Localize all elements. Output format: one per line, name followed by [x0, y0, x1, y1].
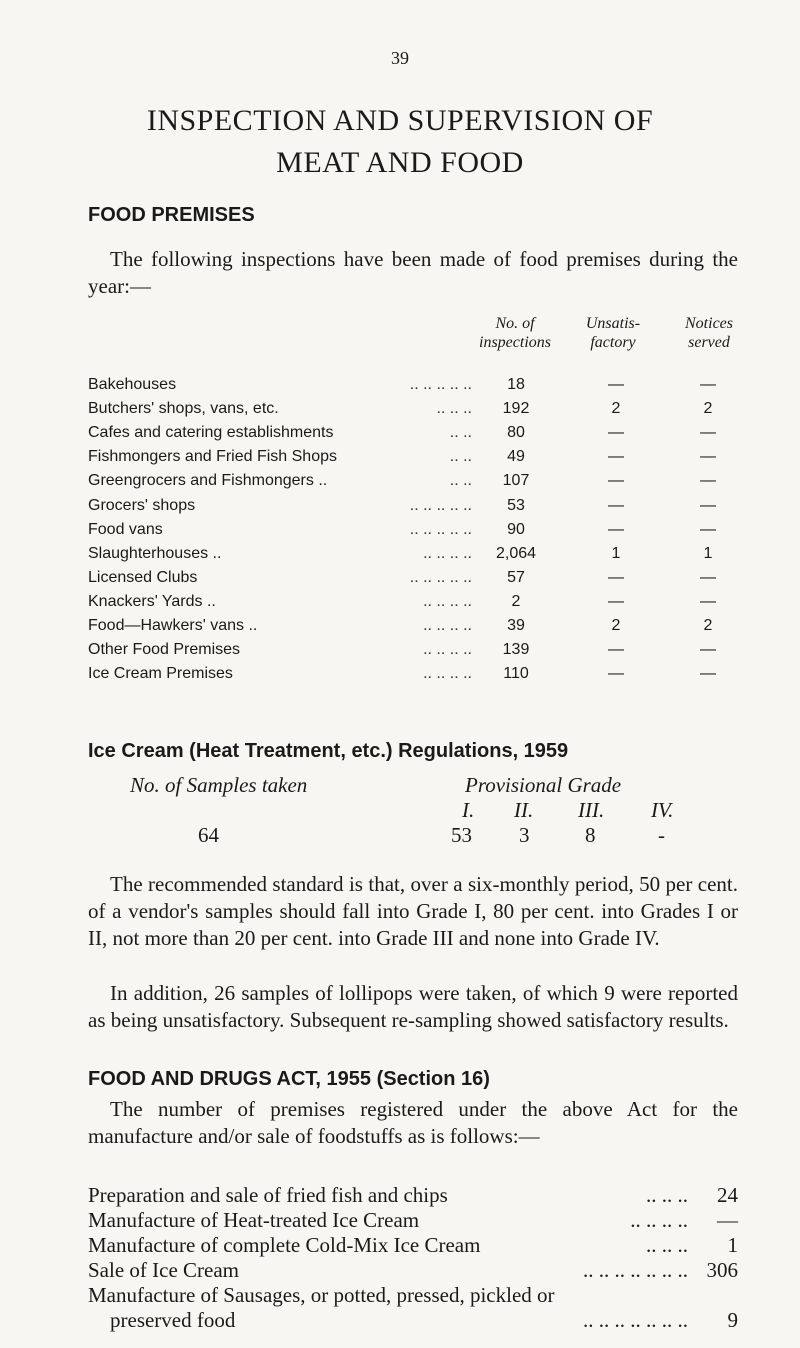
- lollipop-paragraph: [88, 980, 738, 1034]
- row-label: Bakehouses: [88, 376, 177, 393]
- row-label: Food—Hawkers' vans ..: [88, 617, 258, 634]
- row-label: Greengrocers and Fishmongers ..: [88, 472, 328, 490]
- registration-leader-dots: .. .. .. .. .. .. ..: [583, 1308, 688, 1332]
- notices-cell: 1: [703, 544, 713, 562]
- page-title-line-1: INSPECTION AND SUPERVISION OF: [146, 104, 654, 137]
- row-label: Cafes and catering establishments: [88, 424, 334, 442]
- col-header-inspections-line1: No. of: [495, 315, 535, 332]
- row-leader-dots: .. .. .. ..: [423, 592, 472, 610]
- grade-header-2: II.: [514, 798, 534, 822]
- grade-header-1: I.: [462, 798, 475, 822]
- unsatisfactory-cell: 2: [611, 400, 621, 418]
- table-row: [88, 497, 748, 523]
- row-leader-dots: .. .. .. .. ..: [409, 568, 472, 586]
- inspections-cell: 57: [507, 568, 525, 586]
- row-leader-dots: .. .. .. .. ..: [409, 376, 472, 393]
- registration-leader-dots: .. .. .. .. .. .. ..: [583, 1258, 688, 1282]
- unsatisfactory-cell: 1: [611, 544, 621, 562]
- notices-cell: —: [700, 472, 716, 490]
- row-leader-dots: .. .. .. .. ..: [409, 520, 472, 538]
- notices-cell: —: [700, 520, 716, 538]
- notices-cell: —: [700, 665, 716, 683]
- row-leader-dots: .. .. ..: [436, 400, 472, 418]
- page-title-line-2: MEAT AND FOOD: [276, 146, 524, 179]
- row-leader-dots: .. ..: [449, 472, 472, 490]
- table-row: [88, 400, 748, 426]
- unsatisfactory-cell: —: [608, 448, 624, 466]
- inspections-cell: 2,064: [495, 544, 537, 562]
- table-row: [88, 617, 748, 643]
- table-row: [88, 472, 748, 498]
- page-title: [0, 100, 800, 184]
- col-header-unsatisfactory: [573, 314, 653, 352]
- registration-item: [88, 1283, 738, 1310]
- inspections-cell: 192: [502, 400, 530, 418]
- col-header-notices: [664, 314, 754, 352]
- inspections-cell: 49: [507, 448, 525, 466]
- food-drugs-act-intro: [88, 1096, 738, 1150]
- col-header-inspections: [470, 314, 560, 352]
- row-leader-dots: .. ..: [449, 424, 472, 442]
- registration-label: Preparation and sale of fried fish and chips: [88, 1183, 448, 1207]
- food-premises-intro: [88, 246, 738, 300]
- table-row: [88, 665, 748, 691]
- page-number: 39: [391, 48, 409, 68]
- unsatisfactory-cell: —: [608, 592, 624, 610]
- row-label: Ice Cream Premises: [88, 665, 233, 683]
- registration-label: Manufacture of complete Cold-Mix Ice Cream: [88, 1233, 481, 1257]
- unsatisfactory-cell: —: [608, 472, 624, 490]
- ice-cream-heading: Ice Cream (Heat Treatment, etc.) Regulations, 1959: [88, 740, 569, 762]
- grade-header-3: III.: [578, 798, 605, 822]
- food-premises-intro-text: The following inspections have been made of food premises during the year:—: [88, 247, 738, 298]
- lollipop-paragraph-text: In addition, 26 samples of lollipops were taken, of which 9 were reported as being unsatisfactory. Subsequent re-sampling showed satisfactory results.: [88, 981, 738, 1032]
- registration-item: [88, 1258, 738, 1285]
- notices-cell: —: [700, 376, 716, 393]
- col-header-unsatisfactory-line2: factory: [590, 334, 636, 351]
- row-leader-dots: .. .. .. ..: [423, 544, 472, 562]
- unsatisfactory-cell: —: [608, 496, 624, 514]
- unsatisfactory-cell: —: [608, 665, 624, 683]
- notices-cell: —: [700, 641, 716, 659]
- notices-cell: 2: [703, 400, 713, 418]
- row-leader-dots: .. ..: [449, 448, 472, 466]
- unsatisfactory-cell: —: [608, 568, 624, 586]
- table-row: [88, 569, 748, 595]
- col-header-notices-line2: served: [688, 334, 730, 351]
- notices-cell: —: [700, 568, 716, 586]
- food-premises-heading: FOOD PREMISES: [88, 204, 255, 226]
- notices-cell: —: [700, 424, 716, 442]
- registration-count: 1: [727, 1233, 738, 1257]
- standard-paragraph-text: The recommended standard is that, over a six-monthly period, 50 per cent. of a vendor's samples should fall into Grade I, 80 per cent. into Grades I or II, not more than 20 per cent. into Grade III and none into Grade IV.: [88, 872, 738, 950]
- table-row: [88, 521, 748, 547]
- registration-leader-dots: .. .. ..: [646, 1233, 688, 1257]
- table-row: [88, 641, 748, 667]
- inspections-cell: 90: [507, 520, 525, 538]
- inspections-cell: 2: [511, 592, 521, 610]
- row-leader-dots: .. .. .. ..: [423, 665, 472, 683]
- registration-label: Manufacture of Heat-treated Ice Cream: [88, 1208, 420, 1232]
- notices-cell: 2: [703, 617, 713, 634]
- registration-item: [88, 1208, 738, 1235]
- inspections-cell: 18: [507, 376, 525, 393]
- row-leader-dots: .. .. .. ..: [423, 617, 472, 634]
- notices-cell: —: [700, 592, 716, 610]
- inspections-cell: 39: [507, 617, 525, 634]
- row-leader-dots: .. .. .. ..: [423, 641, 472, 659]
- samples-taken-value: 64: [198, 823, 219, 847]
- provisional-grade-label: Provisional Grade: [465, 773, 622, 797]
- samples-taken-label: No. of Samples taken: [130, 773, 308, 797]
- table-row: [88, 376, 748, 402]
- registration-label: Manufacture of Sausages, or potted, pressed, pickled or: [88, 1283, 555, 1307]
- table-row: [88, 448, 748, 474]
- inspections-cell: 80: [507, 424, 525, 442]
- row-leader-dots: .. .. .. .. ..: [409, 496, 472, 514]
- registration-leader-dots: .. .. .. ..: [630, 1208, 688, 1232]
- registration-label: Sale of Ice Cream: [88, 1258, 240, 1282]
- unsatisfactory-cell: —: [608, 376, 624, 393]
- registration-count: 306: [706, 1258, 738, 1282]
- notices-cell: —: [700, 496, 716, 514]
- registration-item: [88, 1183, 738, 1210]
- unsatisfactory-cell: —: [608, 520, 624, 538]
- grade-value-1: 53: [451, 823, 472, 847]
- table-row: [88, 424, 748, 450]
- standard-paragraph: [88, 871, 738, 952]
- registration-item: [88, 1233, 738, 1260]
- registration-item: [88, 1308, 738, 1335]
- col-header-notices-line1: Notices: [685, 315, 733, 332]
- grade-header-4: IV.: [651, 798, 674, 822]
- registration-label: preserved food: [110, 1308, 236, 1332]
- row-label: Butchers' shops, vans, etc.: [88, 400, 279, 418]
- unsatisfactory-cell: 2: [611, 617, 621, 634]
- col-header-inspections-line2: inspections: [479, 334, 551, 351]
- inspections-cell: 107: [502, 472, 530, 490]
- unsatisfactory-cell: —: [608, 641, 624, 659]
- table-row: [88, 545, 748, 571]
- grade-value-3: 8: [585, 823, 596, 847]
- unsatisfactory-cell: —: [608, 424, 624, 442]
- food-drugs-act-intro-text: The number of premises registered under the above Act for the manufacture and/or sale of foodstuffs as is follows:—: [88, 1097, 738, 1148]
- registration-count: 24: [717, 1183, 738, 1207]
- registration-count: 9: [727, 1308, 738, 1332]
- registration-leader-dots: .. .. ..: [646, 1183, 688, 1207]
- row-label: Fishmongers and Fried Fish Shops: [88, 448, 337, 466]
- grade-value-2: 3: [519, 823, 530, 847]
- inspections-cell: 139: [502, 641, 530, 659]
- inspections-cell: 53: [507, 496, 525, 514]
- row-label: Other Food Premises: [88, 641, 241, 659]
- table-row: [88, 593, 748, 619]
- grade-value-4: -: [658, 823, 665, 847]
- inspections-cell: 110: [503, 665, 529, 683]
- row-label: Grocers' shops: [88, 496, 196, 514]
- row-label: Food vans: [88, 520, 163, 538]
- registration-count: —: [717, 1208, 738, 1232]
- row-label: Knackers' Yards ..: [88, 592, 216, 610]
- row-label: Slaughterhouses ..: [88, 544, 222, 562]
- col-header-unsatisfactory-line1: Unsatis-: [585, 315, 641, 332]
- notices-cell: —: [700, 448, 716, 466]
- row-label: Licensed Clubs: [88, 568, 198, 586]
- food-drugs-act-heading: FOOD AND DRUGS ACT, 1955 (Section 16): [88, 1068, 490, 1090]
